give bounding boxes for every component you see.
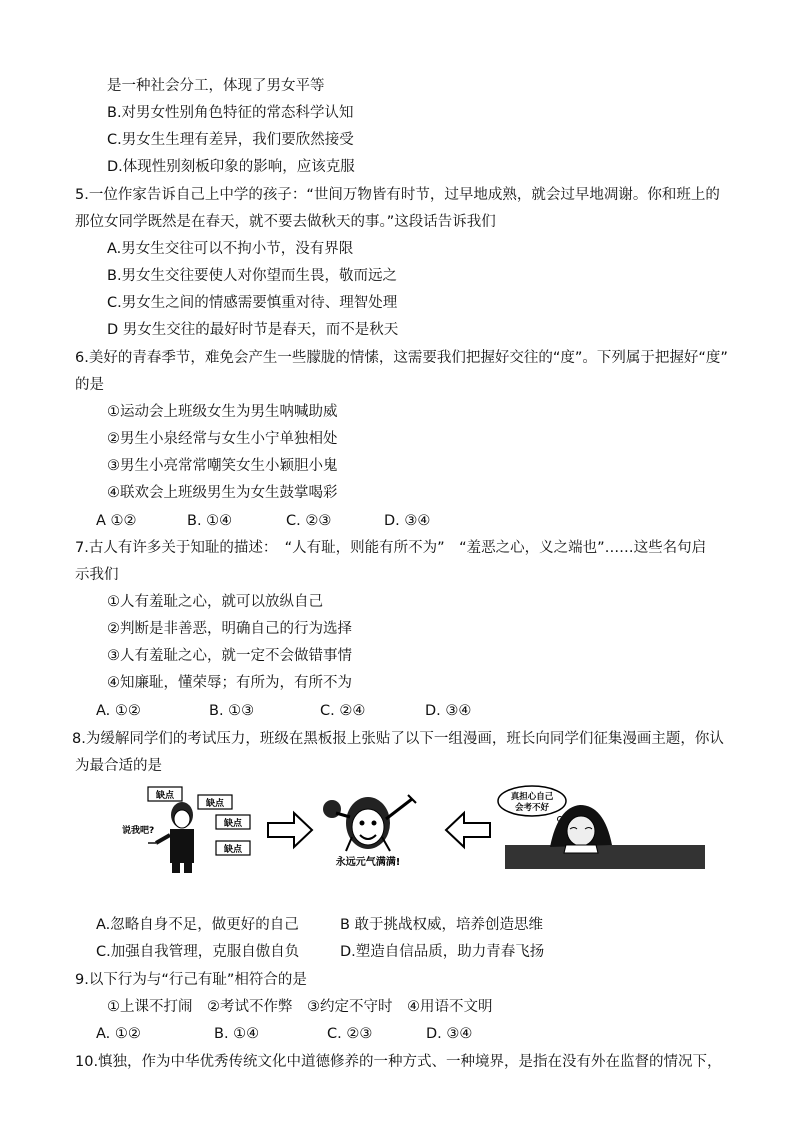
q6-statement-1: ①运动会上班级女生为男生呐喊助威 [107, 404, 338, 420]
energetic-girl-figure [323, 795, 416, 851]
q6-option-b: B. ①④ [187, 513, 233, 529]
q8-option-b: B 敢于挑战权威，培养创造思维 [340, 917, 544, 933]
q7-statement-3: ③人有羞耻之心，就一定不会做错事情 [107, 648, 352, 664]
q6-option-d: D. ③④ [384, 513, 431, 529]
q6-statement-4: ④联欢会上班级男生为女生鼓掌喝彩 [107, 485, 338, 501]
q9-option-d: D. ③④ [426, 1026, 473, 1042]
q6-stem-line2: 的是 [75, 377, 104, 393]
q4-option-b: B.对男女性别角色特征的常态科学认知 [107, 105, 354, 121]
thought-bubble-text-line1: 真担心自己 [510, 792, 554, 802]
q6-statement-2: ②男生小泉经常与女生小宁单独相处 [107, 431, 338, 447]
arrow-left-icon [446, 813, 490, 847]
q6-statement-3: ③男生小亮常常嘲笑女生小颖胆小鬼 [107, 458, 338, 474]
shortcoming-tag-text: 缺点 [205, 799, 225, 809]
q9-option-b: B. ①④ [214, 1026, 260, 1042]
q7-option-c: C. ②④ [320, 703, 366, 719]
q5-option-a: A.男女生交往可以不拘小节，没有界限 [107, 241, 354, 257]
q8-option-d: D.塑造自信品质，助力青春飞扬 [340, 944, 545, 960]
q4-option-d: D.体现性别刻板印象的影响，应该克服 [107, 159, 355, 175]
shortcoming-tag [216, 841, 250, 855]
q5-stem-line2: 那位女同学既然是在春天，就不要去做秋天的事。”这段话告诉我们 [75, 214, 496, 230]
q9-option-a: A. ①② [96, 1026, 141, 1042]
q8-stem-line2: 为最合适的是 [75, 758, 162, 774]
q8-option-c: C.加强自我管理，克服自傲自负 [96, 944, 300, 960]
thought-bubble [498, 786, 566, 822]
q4-option-a-continuation: 是一种社会分工，体现了男女平等 [107, 78, 325, 94]
cartoon-illustration [120, 785, 720, 875]
shortcoming-tag [198, 795, 232, 809]
shortcoming-tag-text: 缺点 [155, 791, 175, 801]
cartoon-left-panel [122, 787, 250, 873]
thought-bubble-text-line2: 会考不好 [514, 803, 550, 813]
q10-stem-line1: 10.慎独，作为中华优秀传统文化中道德修养的一种方式、一种境界，是指在没有外在监督的情况下， [75, 1054, 722, 1070]
shortcoming-tag [216, 815, 250, 829]
q9-statements: ①上课不打闹 ②考试不作弊 ③约定不守时 ④用语不文明 [107, 999, 493, 1015]
q5-option-d: D 男女生交往的最好时节是春天，而不是秋天 [107, 322, 399, 338]
q7-option-b: B. ①③ [209, 703, 255, 719]
arrow-right-icon [268, 813, 312, 847]
worried-person-figure [148, 802, 194, 873]
left-speech-text: 说我吧? [122, 826, 155, 836]
q7-option-a: A. ①② [96, 703, 141, 719]
cartoon-right-panel [498, 786, 705, 869]
shortcoming-tag [148, 787, 182, 801]
q7-option-d: D. ③④ [425, 703, 472, 719]
q6-option-c: C. ②③ [286, 513, 332, 529]
q9-stem: 9.以下行为与“行己有耻”相符合的是 [75, 972, 307, 988]
q6-stem-line1: 6.美好的青春季节，难免会产生一些朦胧的情愫，这需要我们把握好交往的“度”。下列属于把握好“度” [75, 350, 728, 366]
q7-statement-4: ④知廉耻，懂荣辱；有所为，有所不为 [107, 675, 352, 691]
q5-stem-line1: 5.一位作家告诉自己上中学的孩子：“世间万物皆有时节，过早地成熟，就会过早地凋谢。你和班上的 [75, 187, 720, 203]
cartoon-middle-panel [323, 795, 416, 868]
shortcoming-tag-text: 缺点 [223, 845, 243, 855]
q7-stem-line2: 示我们 [75, 567, 119, 583]
q9-option-c: C. ②③ [327, 1026, 373, 1042]
q8-stem-line1: 8.为缓解同学们的考试压力，班级在黑板报上张贴了以下一组漫画，班长向同学们征集漫画主题，你认 [72, 731, 724, 747]
q5-option-c: C.男女生之间的情感需要慎重对待、理智处理 [107, 295, 398, 311]
q7-statement-2: ②判断是非善恶，明确自己的行为选择 [107, 621, 352, 637]
q6-option-a: A ①② [96, 513, 137, 529]
q4-option-c: C.男女生生理有差异，我们要欣然接受 [107, 132, 354, 148]
shortcoming-tag-text: 缺点 [223, 819, 243, 829]
q5-option-b: B.男女生交往要使人对你望而生畏，敬而远之 [107, 268, 398, 284]
q8-option-a: A.忽略自身不足，做更好的自己 [96, 917, 299, 933]
middle-caption-text: 永远元气满满! [335, 857, 401, 868]
q7-stem-line1: 7.古人有许多关于知耻的描述： “人有耻，则能有所不为” “羞恶之心，义之端也”……这些名句启 [75, 540, 707, 556]
q7-statement-1: ①人有羞耻之心，就可以放纵自己 [107, 594, 323, 610]
